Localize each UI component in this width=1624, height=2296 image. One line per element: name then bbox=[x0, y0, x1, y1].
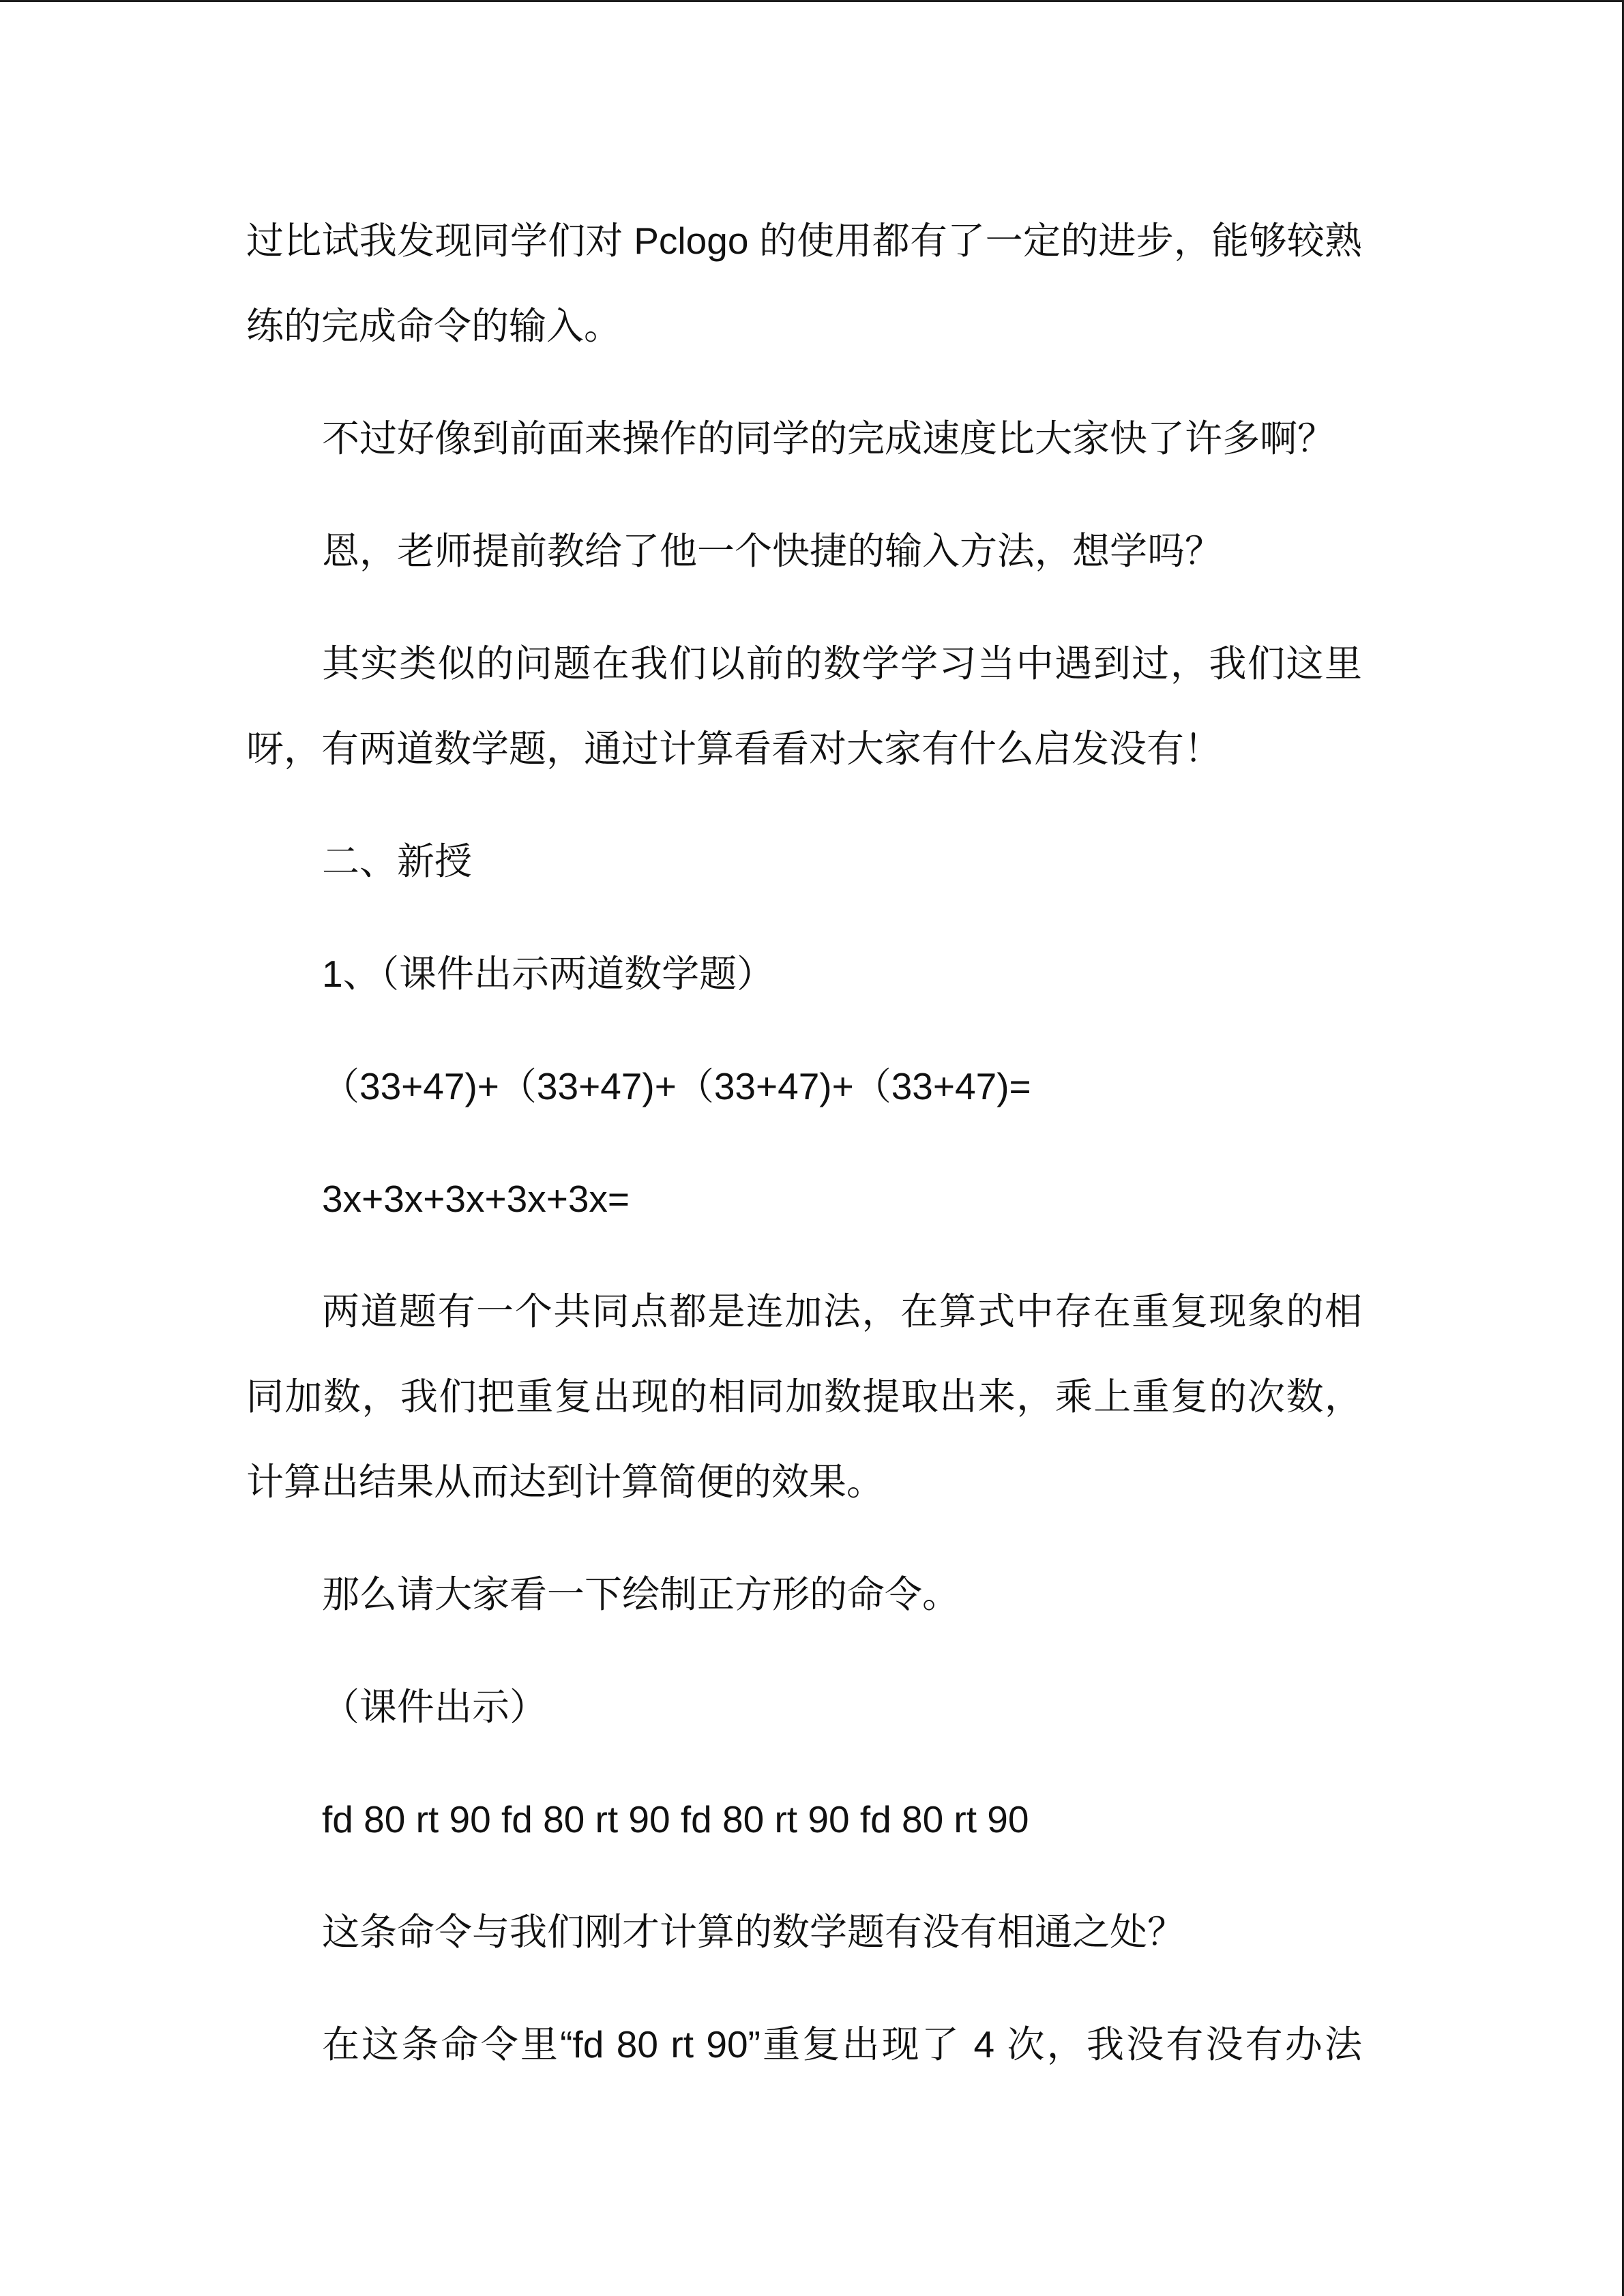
paragraph-line: 计算出结果从而达到计算简便的效果。 bbox=[246, 1461, 885, 1503]
math-expression-text: 3x+3x+3x+3x+3x= bbox=[322, 1178, 630, 1220]
paragraph-line: 不过好像到前面来操作的同学的完成速度比大家快了许多啊？ bbox=[322, 417, 1335, 460]
paragraph bbox=[246, 1890, 1362, 1975]
paragraph bbox=[246, 621, 1362, 792]
section-heading-text: 二、新授 bbox=[322, 840, 473, 882]
list-item-text: 1、（课件出示两道数学题） bbox=[322, 953, 775, 995]
paragraph-line: （课件出示） bbox=[322, 1686, 548, 1728]
paragraph-line: 这条命令与我们刚才计算的数学题有没有相通之处？ bbox=[322, 1911, 1185, 1953]
paragraph bbox=[246, 198, 1362, 369]
paragraph-line: 两道题有一个共同点都是连加法，在算式中存在重复现象的相 bbox=[322, 1290, 1362, 1332]
code-command bbox=[246, 1777, 1362, 1862]
math-expression-text: （33+47)+（33+47)+（33+47)+（33+47)= bbox=[322, 1065, 1031, 1107]
paragraph bbox=[246, 1665, 1362, 1750]
paragraph bbox=[246, 396, 1362, 481]
paragraph-line: 那么请大家看一下绘制正方形的命令。 bbox=[322, 1573, 960, 1615]
paragraph bbox=[246, 1552, 1362, 1637]
paragraph bbox=[246, 509, 1362, 594]
section-heading bbox=[246, 819, 1362, 904]
list-item bbox=[246, 931, 1362, 1017]
paragraph bbox=[246, 2002, 1362, 2087]
paragraph-line: 同加数，我们把重复出现的相同加数提取出来，乘上重复的次数， bbox=[246, 1375, 1362, 1418]
paragraph bbox=[246, 1269, 1362, 1525]
math-expression bbox=[246, 1157, 1362, 1242]
paragraph-line: 恩，老师提前教给了他一个快捷的输入方法，想学吗？ bbox=[322, 530, 1223, 572]
paragraph-line: 呀，有两道数学题，通过计算看看对大家有什么启发没有！ bbox=[246, 728, 1222, 770]
paragraph-line: 过比试我发现同学们对 Pclogo 的使用都有了一定的进步，能够较熟 bbox=[246, 220, 1362, 262]
math-expression bbox=[246, 1044, 1362, 1129]
paragraph-line: 练的完成命令的输入。 bbox=[246, 305, 622, 347]
code-command-text: fd 80 rt 90 fd 80 rt 90 fd 80 rt 90 fd 80 rt 90 bbox=[322, 1798, 1029, 1840]
paragraph-line: 在这条命令里“fd 80 rt 90”重复出现了 4 次，我没有没有办法 bbox=[322, 2023, 1362, 2066]
paragraph-line: 其实类似的问题在我们以前的数学学习当中遇到过，我们这里 bbox=[322, 642, 1362, 685]
document-body bbox=[246, 198, 1362, 2115]
